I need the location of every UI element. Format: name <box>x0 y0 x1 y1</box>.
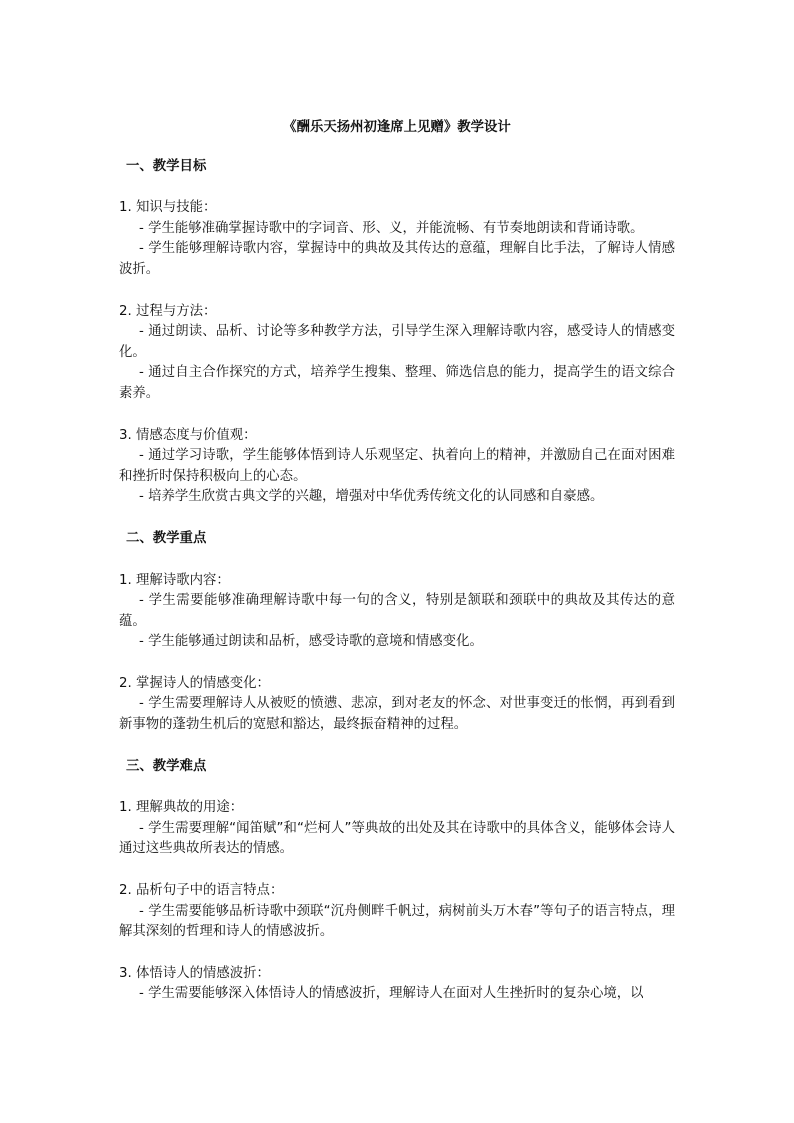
bullet-text: - 通过学习诗歌，学生能够体悟到诗人乐观坚定、执着向上的精神，并激励自己在面对困难和挫折时保持积极向上的心态。 <box>119 448 675 484</box>
list-item <box>119 674 675 736</box>
section-teaching-objectives <box>119 157 675 508</box>
item-title: 2. 掌握诗人的情感变化： <box>119 675 270 691</box>
item-title: 1. 理解诗歌内容： <box>119 572 230 588</box>
bullet-text: - 通过朗读、品析、讨论等多种教学方法，引导学生深入理解诗歌内容，感受诗人的情感变化。 <box>119 324 675 360</box>
item-title: 1. 知识与技能： <box>119 200 217 216</box>
document-body <box>119 118 675 1026</box>
list-item <box>119 798 675 860</box>
section-teaching-difficulties <box>119 757 675 1005</box>
item-title: 2. 品析句子中的语言特点： <box>119 883 284 899</box>
list-item <box>119 198 675 280</box>
bullet-text: - 学生能够通过朗读和品析，感受诗歌的意境和情感变化。 <box>139 634 483 650</box>
bullet-text: - 学生需要理解诗人从被贬的愤懑、悲凉，到对老友的怀念、对世事变迁的怅惘，再到看到新事物的蓬勃生机后的宽慰和豁达，最终振奋精神的过程。 <box>119 696 675 733</box>
section-teaching-focus <box>119 529 675 736</box>
bullet-text: - 学生需要能够准确理解诗歌中每一句的含义，特别是颔联和颈联中的典故及其传达的意蕴。 <box>119 593 675 629</box>
list-item <box>119 426 675 508</box>
bullet-text: - 学生能够准确掌握诗歌中的字词音、形、义，并能流畅、有节奏地朗读和背诵诗歌。 <box>139 220 644 236</box>
item-title: 2. 过程与方法： <box>119 303 217 319</box>
section-heading: 二、教学重点 <box>126 530 207 546</box>
item-title: 1. 理解典故的用途： <box>119 800 244 816</box>
item-title: 3. 体悟诗人的情感波折： <box>119 965 270 981</box>
list-item <box>119 571 675 653</box>
list-item <box>119 964 675 1005</box>
item-title: 3. 情感态度与价值观： <box>119 427 257 443</box>
bullet-text: - 学生能够理解诗歌内容，掌握诗中的典故及其传达的意蕴，理解自比手法，了解诗人情感波折。 <box>119 241 675 277</box>
bullet-text: - 学生需要能够品析诗歌中颈联“沉舟侧畔千帆过，病树前头万木春”等句子的语言特点，理解其深刻的哲理和诗人的情感波折。 <box>119 903 675 940</box>
bullet-text: - 通过自主合作探究的方式，培养学生搜集、整理、筛选信息的能力，提高学生的语文综合素养。 <box>119 365 675 401</box>
section-heading: 三、教学难点 <box>126 758 207 774</box>
bullet-text: - 学生需要理解“闻笛赋”和“烂柯人”等典故的出处及其在诗歌中的具体含义，能够体会诗人通过这些典故所表达的情感。 <box>119 820 675 857</box>
section-heading: 一、教学目标 <box>126 158 207 174</box>
list-item <box>119 302 675 405</box>
bullet-text: - 培养学生欣赏古典文学的兴趣，增强对中华优秀传统文化的认同感和自豪感。 <box>139 489 604 505</box>
list-item <box>119 881 675 943</box>
bullet-text: - 学生需要能够深入体悟诗人的情感波折，理解诗人在面对人生挫折时的复杂心境，以 <box>139 986 644 1002</box>
document-title: 《酬乐天扬州初逢席上见赠》教学设计 <box>283 120 511 135</box>
